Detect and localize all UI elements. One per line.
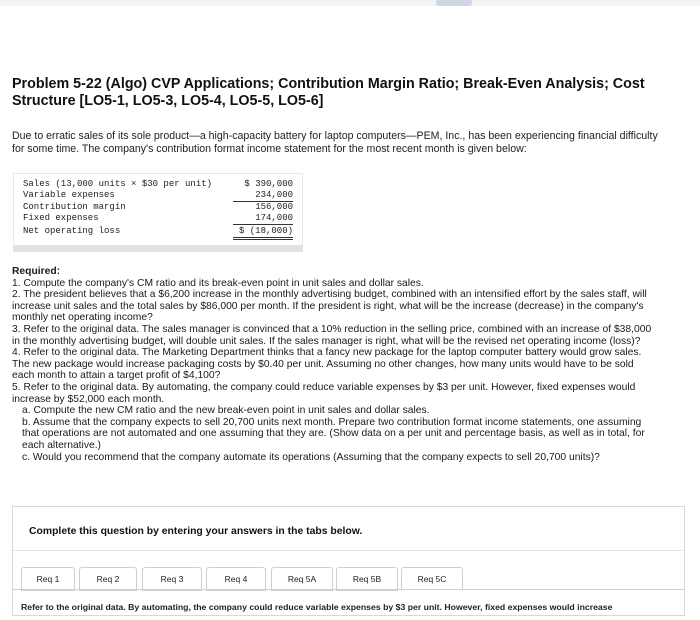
tab-req-2[interactable]: Req 2: [79, 567, 137, 591]
required-item: 4. Refer to the original data. The Marketing Department thinks that a fancy new package for the laptop computer battery would grow sales. The new package would increase packaging costs by $0.40 per unit. Assuming no other changes, how many units would have to be sold each month to attain a target profit of $4,100?: [12, 347, 642, 382]
statement-row-contribution: [23, 202, 293, 213]
statement-footer-band: [13, 245, 303, 252]
statement-amount: 156,000: [255, 202, 293, 212]
statement-label: Variable expenses: [23, 190, 115, 200]
tab-req-5c[interactable]: Req 5C: [401, 567, 463, 591]
statement-amount: $ 390,000: [244, 179, 293, 189]
problem-title: Problem 5-22 (Algo) CVP Applications; Contribution Margin Ratio; Break-Even Analysis; Cost Structure [LO5-1, LO5-3, LO5-4, LO5-5, LO5-6]: [12, 76, 645, 109]
statement-label: Sales (13,000 units × $30 per unit): [23, 179, 213, 189]
required-item: 1. Compute the company's CM ratio and its break-even point in unit sales and dollar sales.: [12, 277, 424, 289]
statement-amount: $ (18,000): [233, 226, 293, 240]
tab-req-3[interactable]: Req 3: [142, 567, 202, 591]
scroll-indicator: [436, 0, 472, 6]
statement-amount: 174,000: [233, 213, 293, 225]
required-heading: Required:: [12, 266, 61, 277]
required-item: 5. Refer to the original data. By automating, the company could reduce variable expenses by $3 per unit. However, fixed expenses would increase by $52,000 each month.: [12, 381, 636, 405]
tab-baseline: [13, 589, 684, 590]
statement-amount: 234,000: [233, 190, 293, 202]
required-section: [12, 266, 652, 463]
statement-row-net: [23, 226, 293, 237]
statement-label: Contribution margin: [23, 202, 126, 212]
answer-divider: [13, 550, 684, 551]
statement-label: Net operating loss: [23, 226, 121, 236]
statement-row-sales: [23, 179, 293, 190]
required-item: 2. The president believes that a $6,200 increase in the monthly advertising budget, combined with an intensified effort by the sales staff, will increase unit sales and the total sales by $86,000 per month. If the president is right, what will be the increase (decrease) in the company's monthly net operating income?: [12, 289, 647, 324]
answer-box: [12, 506, 685, 616]
problem-intro: Due to erratic sales of its sole product—a high-capacity battery for laptop computers—PEM, Inc., has been experiencing financial difficulty for some time. The company's contribution format income statement for the most recent month is given below:: [12, 130, 658, 155]
tab-req-5b[interactable]: Req 5B: [336, 567, 398, 591]
statement-row-fixed: [23, 213, 293, 224]
required-subitem: b. Assume that the company expects to sell 20,700 units next month. Prepare two contribution format income statements, one assuming that operations are not automated and one assuming that they are. (Show data on a per unit and percentage basis, as well as in total, for each alternative.): [22, 416, 645, 451]
tab-req-1[interactable]: Req 1: [21, 567, 75, 591]
top-bar: [0, 0, 700, 6]
statement-label: Fixed expenses: [23, 213, 99, 223]
tab-req-5a[interactable]: Req 5A: [271, 567, 333, 591]
tab-req-4[interactable]: Req 4: [206, 567, 266, 591]
statement-row-variable: [23, 190, 293, 201]
income-statement: [13, 173, 303, 252]
answer-prompt: Complete this question by entering your answers in the tabs below.: [29, 526, 363, 537]
required-item: 3. Refer to the original data. The sales manager is convinced that a 10% reduction in the selling price, combined with an increase of $38,000 in the monthly advertising budget, will double unit sales. If the sales manager is right, what will be the revised net operating income (loss)?: [12, 323, 652, 347]
required-subitem: a. Compute the new CM ratio and the new break-even point in unit sales and dollar sales.: [22, 405, 430, 417]
required-subitem: c. Would you recommend that the company automate its operations (Assuming that the company expects to sell 20,700 units)?: [22, 451, 600, 463]
tab-instruction: Refer to the original data. By automating, the company could reduce variable expenses by $3 per unit. However, fixed expenses would increase: [21, 602, 613, 612]
